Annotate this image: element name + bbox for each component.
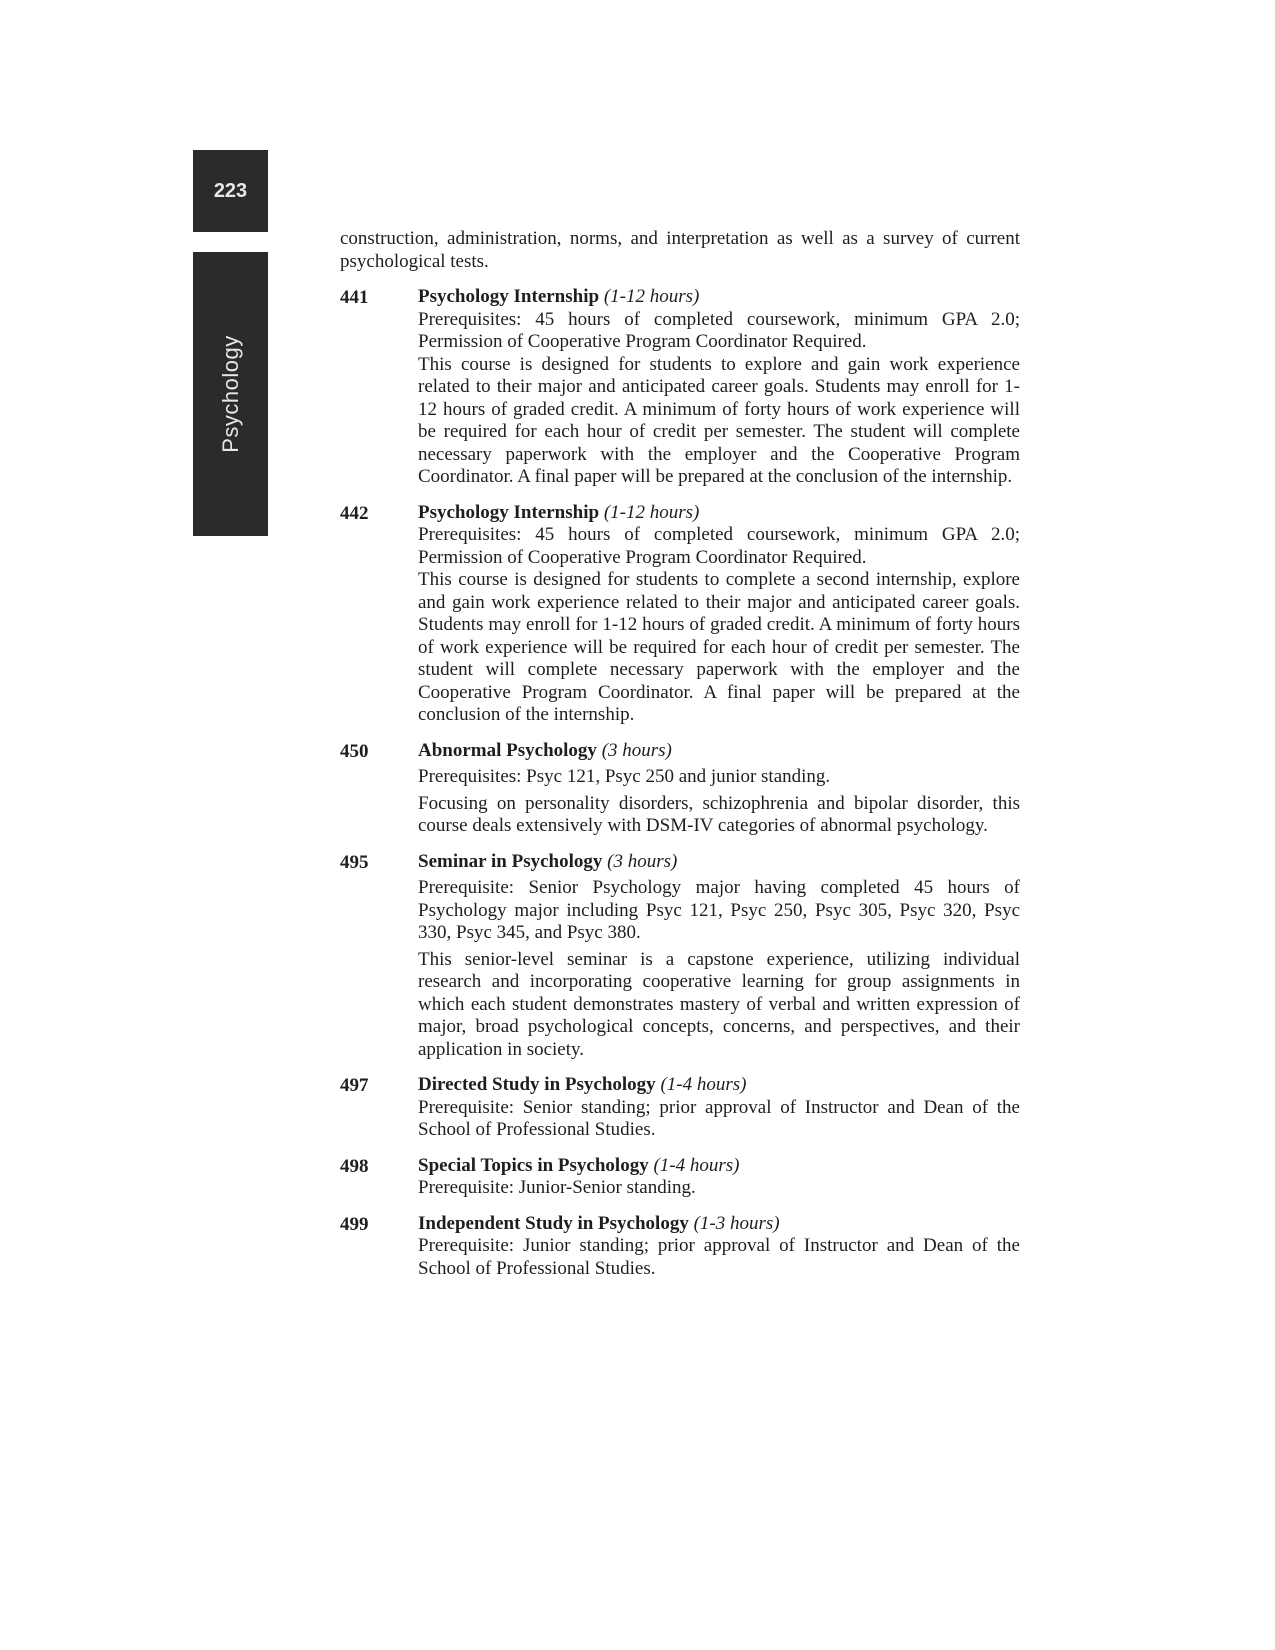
course-description: Focusing on personality disorders, schizophrenia and bipolar disorder, this course deals extensively with DSM-IV categories of abnormal psychology. — [418, 792, 1020, 836]
course-entry-442 — [340, 502, 1020, 727]
course-hours: (3 hours) — [607, 850, 678, 872]
course-entry-497 — [340, 1074, 1020, 1142]
course-prerequisites: Prerequisite: Senior standing; prior approval of Instructor and Dean of the School of Professional Studies. — [418, 1096, 1020, 1140]
course-description: This course is designed for students to complete a second internship, explore and gain work experience related to their major and anticipated career goals. Students may enroll for 1-12 hours of graded credit. A minimum of forty hours of work experience will be required for each hour of credit per semester. The student will complete necessary paperwork with the employer and the Cooperative Program Coordinator. A final paper will be prepared at the conclusion of the internship. — [418, 569, 1020, 725]
course-number: 450 — [340, 740, 369, 762]
course-description: This senior-level seminar is a capstone experience, utilizing individual research and incorporating cooperative learning for group assignments in which each student demonstrates mastery of verbal and written expression of major, broad psychological concepts, concerns, and perspectives, and their application in society. — [418, 948, 1020, 1060]
course-title: Seminar in Psychology — [418, 850, 603, 872]
course-prerequisites: Prerequisites: Psyc 121, Psyc 250 and junior standing. — [418, 766, 831, 787]
course-title: Psychology Internship — [418, 501, 600, 523]
course-hours: (3 hours) — [601, 739, 672, 761]
course-entry-498 — [340, 1155, 1020, 1200]
course-entry-441 — [340, 286, 1020, 489]
course-heading — [418, 851, 1020, 874]
course-heading — [418, 1213, 1020, 1236]
course-heading — [418, 740, 1020, 763]
course-body — [418, 286, 1020, 489]
course-title: Psychology Internship — [418, 286, 600, 307]
course-number: 495 — [340, 851, 369, 873]
course-prerequisites: Prerequisite: Junior standing; prior approval of Instructor and Dean of the School of Professional Studies. — [418, 1235, 1020, 1279]
course-number: 497 — [340, 1075, 369, 1096]
course-heading — [418, 1155, 1020, 1178]
course-title: Independent Study in Psychology — [418, 1212, 689, 1234]
course-hours: (1-4 hours) — [660, 1074, 747, 1095]
course-prerequisites: Prerequisites: 45 hours of completed coursework, minimum GPA 2.0; Permission of Cooperative Program Coordinator Required. — [418, 308, 1020, 352]
continued-description: construction, administration, norms, and interpretation as well as a survey of current psychological tests. — [340, 228, 1020, 272]
page-number-tab — [193, 150, 268, 232]
course-number: 498 — [340, 1155, 369, 1177]
course-hours: (1-4 hours) — [653, 1154, 740, 1176]
course-description: This course is designed for students to explore and gain work experience related to their major and anticipated career goals. Students may enroll for 1-12 hours of graded credit. A minimum of forty hours of work experience will be required for each hour of credit per semester. The student will complete necessary paperwork with the employer and the Cooperative Program Coordinator. A final paper will be prepared at the conclusion of the internship. — [418, 353, 1020, 487]
course-body — [418, 1213, 1020, 1281]
course-title: Directed Study in Psychology — [418, 1074, 656, 1095]
course-heading — [418, 1074, 1020, 1097]
course-heading — [418, 502, 1020, 525]
course-entry-499 — [340, 1213, 1020, 1281]
course-prerequisites: Prerequisite: Senior Psychology major having completed 45 hours of Psychology major including Psyc 121, Psyc 250, Psyc 305, Psyc 320, Psyc 330, Psyc 345, and Psyc 380. — [418, 877, 1020, 943]
course-prerequisites: Prerequisite: Junior-Senior standing. — [418, 1177, 696, 1198]
course-prerequisites: Prerequisites: 45 hours of completed coursework, minimum GPA 2.0; Permission of Cooperative Program Coordinator Required. — [418, 524, 1020, 568]
course-body — [418, 1074, 1020, 1142]
course-body — [418, 851, 1020, 1062]
section-tab — [193, 252, 268, 536]
course-entry-495 — [340, 851, 1020, 1062]
course-body — [418, 1155, 1020, 1200]
course-title: Abnormal Psychology — [418, 739, 597, 761]
section-label: Psychology — [217, 335, 243, 453]
course-number: 442 — [340, 502, 369, 524]
course-number: 499 — [340, 1213, 369, 1235]
course-number: 441 — [340, 287, 369, 308]
course-heading — [418, 286, 1020, 309]
page-number: 223 — [213, 179, 248, 202]
course-hours: (1-12 hours) — [603, 286, 700, 307]
course-body — [418, 740, 1020, 838]
course-entry-450 — [340, 740, 1020, 838]
course-listing — [340, 228, 1020, 1280]
course-title: Special Topics in Psychology — [418, 1154, 649, 1176]
course-hours: (1-3 hours) — [693, 1212, 780, 1234]
course-hours: (1-12 hours) — [603, 501, 700, 523]
course-body — [418, 502, 1020, 727]
